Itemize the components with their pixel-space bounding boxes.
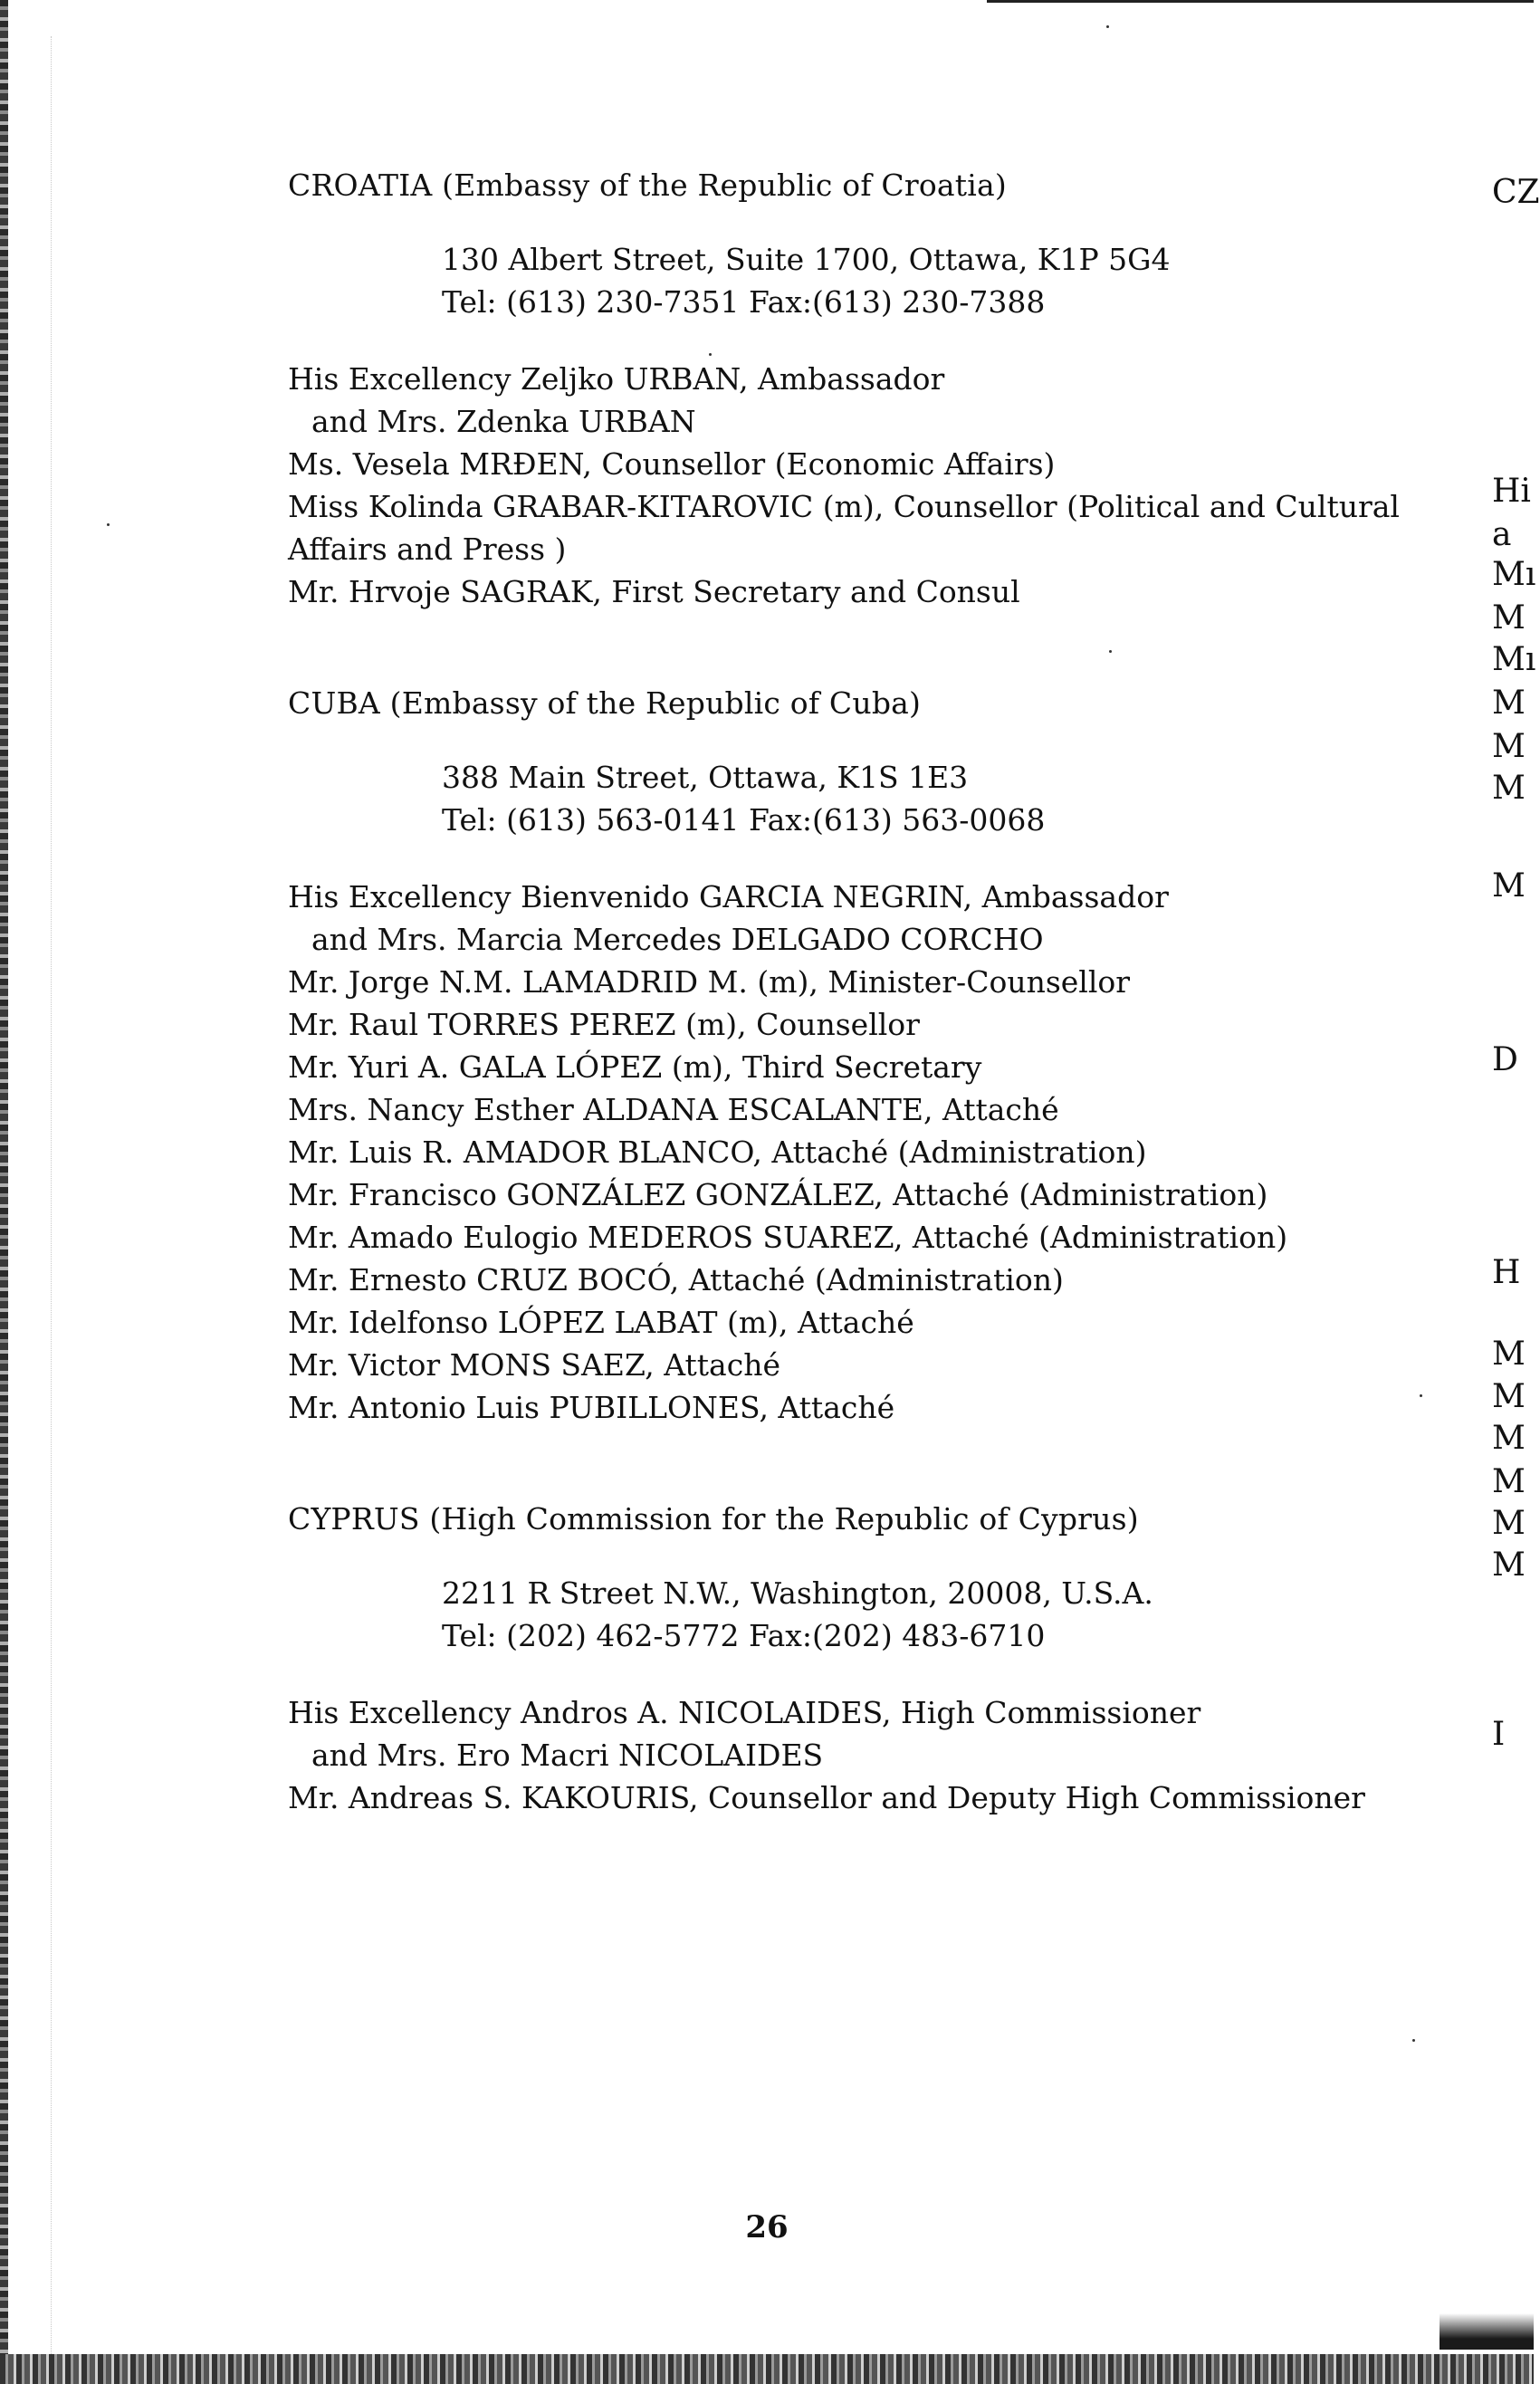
fragment-text: M	[1492, 1420, 1526, 1457]
staff-entry: Ms. Vesela MRĐEN, Counsellor (Economic Affairs)	[288, 446, 1056, 482]
speck	[1412, 2039, 1415, 2042]
country-section-cyprus	[288, 1492, 1447, 1819]
staff-entry: and Mrs. Marcia Mercedes DELGADO CORCHO	[311, 922, 1044, 957]
fragment-text: M	[1492, 1546, 1526, 1584]
fragment-text: M	[1492, 770, 1526, 807]
fragment-text: H	[1492, 1254, 1521, 1291]
country-section-croatia	[288, 158, 1447, 613]
staff-entry: Mr. Hrvoje SAGRAK, First Secretary and Consul	[288, 574, 1020, 609]
adjacent-page-fragments	[1492, 0, 1540, 2384]
staff-entry: His Excellency Bienvenido GARCIA NEGRIN, Ambassador	[288, 879, 1169, 914]
fragment-text: M	[1492, 1378, 1526, 1415]
staff-entry: Affairs and Press )	[288, 531, 567, 567]
page-number: 26	[745, 2209, 789, 2245]
fragment-text: Mı	[1492, 641, 1536, 678]
staff-list	[288, 358, 1447, 613]
fragment-text: M	[1492, 599, 1526, 637]
country-heading: CYPRUS (High Commission for the Republic of Cyprus)	[288, 1501, 1139, 1537]
address-block	[442, 238, 1447, 323]
staff-entry: His Excellency Andros A. NICOLAIDES, High Commissioner	[288, 1695, 1201, 1730]
scan-bottom-edge	[0, 2354, 1534, 2384]
phone-fax: Tel: (202) 462-5772 Fax:(202) 483-6710	[442, 1618, 1046, 1653]
fragment-text: Hi	[1492, 473, 1531, 510]
staff-list	[288, 1691, 1447, 1819]
fragment-text: D	[1492, 1041, 1518, 1078]
fragment-text: I	[1492, 1716, 1506, 1753]
staff-entry: Mr. Ernesto CRUZ BOCÓ, Attaché (Administration)	[288, 1262, 1064, 1297]
staff-entry: Mr. Victor MONS SAEZ, Attaché	[288, 1347, 780, 1383]
section-spacer	[288, 1429, 1447, 1492]
staff-entry: Mr. Andreas S. KAKOURIS, Counsellor and Deputy High Commissioner	[288, 1780, 1365, 1815]
staff-entry: Mr. Idelfonso LÓPEZ LABAT (m), Attaché	[288, 1305, 914, 1340]
fragment-text: Mı	[1492, 556, 1536, 593]
address-block	[442, 756, 1447, 841]
staff-entry: Mr. Amado Eulogio MEDEROS SUAREZ, Attaché (Administration)	[288, 1220, 1288, 1255]
street-address: 130 Albert Street, Suite 1700, Ottawa, K1P 5G4	[442, 242, 1171, 277]
street-address: 2211 R Street N.W., Washington, 20008, U.S.A.	[442, 1575, 1153, 1611]
top-rule	[987, 0, 1534, 3]
fragment-text: M	[1492, 1463, 1526, 1500]
address-block	[442, 1572, 1447, 1657]
country-heading: CUBA (Embassy of the Republic of Cuba)	[288, 685, 922, 721]
staff-entry: Mr. Luis R. AMADOR BLANCO, Attaché (Administration)	[288, 1135, 1147, 1170]
fragment-text: M	[1492, 1336, 1526, 1373]
phone-fax: Tel: (613) 563-0141 Fax:(613) 563-0068	[442, 802, 1046, 838]
country-section-cuba	[288, 676, 1447, 1429]
fragment-text: M	[1492, 685, 1526, 722]
street-address: 388 Main Street, Ottawa, K1S 1E3	[442, 760, 969, 795]
staff-entry: Mr. Antonio Luis PUBILLONES, Attaché	[288, 1390, 895, 1425]
phone-fax: Tel: (613) 230-7351 Fax:(613) 230-7388	[442, 284, 1046, 320]
staff-entry: Mr. Yuri A. GALA LÓPEZ (m), Third Secretary	[288, 1049, 982, 1085]
staff-entry: His Excellency Zeljko URBAN, Ambassador	[288, 361, 945, 397]
staff-list	[288, 876, 1447, 1429]
fragment-text: M	[1492, 867, 1526, 905]
fragment-text: M	[1492, 728, 1526, 765]
staff-entry: Mr. Francisco GONZÁLEZ GONZÁLEZ, Attaché (Administration)	[288, 1177, 1268, 1212]
fragment-text: a	[1492, 516, 1512, 553]
staff-entry: Mr. Jorge N.M. LAMADRID M. (m), Minister-Counsellor	[288, 964, 1131, 1000]
directory-content	[288, 158, 1447, 1819]
speck	[107, 523, 110, 526]
speck	[1106, 25, 1109, 28]
scan-faint-line	[51, 36, 52, 2354]
staff-entry: and Mrs. Ero Macri NICOLAIDES	[311, 1738, 824, 1773]
section-spacer	[288, 613, 1447, 676]
fragment-text: CZ	[1492, 174, 1540, 211]
fragment-text: M	[1492, 1505, 1526, 1542]
staff-entry: Miss Kolinda GRABAR-KITAROVIC (m), Counsellor (Political and Cultural	[288, 489, 1400, 524]
staff-entry: Mr. Raul TORRES PEREZ (m), Counsellor	[288, 1007, 920, 1042]
staff-entry: Mrs. Nancy Esther ALDANA ESCALANTE, Attaché	[288, 1092, 1059, 1127]
country-heading: CROATIA (Embassy of the Republic of Croatia)	[288, 168, 1007, 203]
staff-entry: and Mrs. Zdenka URBAN	[311, 404, 696, 439]
scan-left-edge	[0, 0, 8, 2384]
